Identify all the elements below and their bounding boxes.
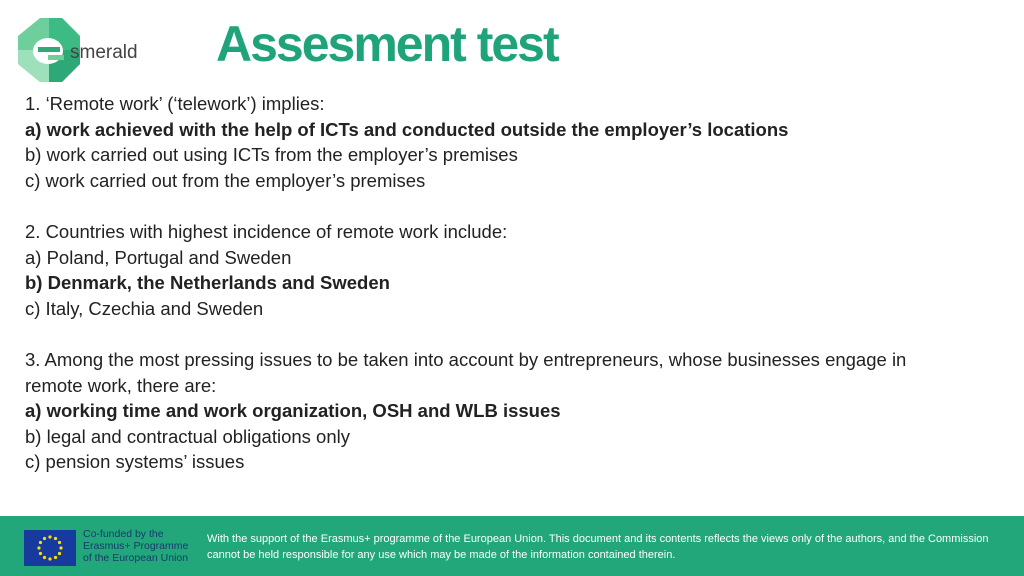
question-text: 1. ‘Remote work’ (‘telework’) implies:: [25, 93, 325, 114]
eu-cofunded-label: [83, 528, 199, 564]
eu-star-icon: [59, 546, 62, 549]
question-text: 3. Among the most pressing issues to be taken into account by entrepreneurs, whose businesses engage in: [25, 348, 907, 370]
eu-label-line: Co-funded by the: [83, 528, 164, 540]
logo-text: smerald: [70, 42, 138, 63]
answer-option: remote work, there are:: [25, 374, 217, 396]
question-2: [25, 219, 1005, 321]
eu-star-icon: [48, 535, 51, 538]
correct-answer: a) work achieved with the help of ICTs and conducted outside the employer’s locations: [25, 118, 789, 140]
eu-star-icon: [58, 552, 61, 555]
eu-star-icon: [58, 541, 61, 544]
eu-flag-icon: [24, 530, 76, 566]
eu-star-icon: [54, 556, 57, 559]
e-hexagon-logo-icon: [18, 18, 158, 82]
question-3: [25, 347, 1005, 475]
eu-star-icon: [54, 537, 57, 540]
page-title: Assesment test: [216, 16, 558, 72]
eu-star-icon: [37, 546, 40, 549]
correct-answer: a) working time and work organization, OSH and WLB issues: [25, 400, 561, 422]
question-1: [25, 91, 1005, 193]
answer-option: c) work carried out from the employer’s premises: [25, 169, 426, 191]
question-text: 2. Countries with highest incidence of remote work include:: [25, 220, 508, 242]
answer-option: c) Italy, Czechia and Sweden: [25, 297, 264, 319]
question-list: [25, 91, 1005, 501]
answer-option: b) legal and contractual obligations only: [25, 425, 350, 447]
eu-label-line: of the European Union: [83, 552, 189, 564]
answer-option: a) Poland, Portugal and Sweden: [25, 246, 292, 268]
correct-answer: b) Denmark, the Netherlands and Sweden: [25, 272, 390, 294]
answer-option: c) pension systems’ issues: [25, 451, 245, 473]
answer-option: b) work carried out using ICTs from the employer’s premises: [25, 144, 518, 166]
eu-label-line: Erasmus+ Programme: [83, 540, 189, 552]
esmerald-logo: [18, 18, 158, 82]
footer-bar: [0, 516, 1024, 576]
eu-star-icon: [43, 556, 46, 559]
eu-star-icon: [43, 537, 46, 540]
eu-star-icon: [39, 552, 42, 555]
eu-star-icon: [48, 557, 51, 560]
eu-star-icon: [39, 541, 42, 544]
disclaimer-text: With the support of the Erasmus+ programme of the European Union. This document and its contents reflects the views only of the authors, and the Commission cannot be held responsible for any use which may be made of the information contained therein.: [207, 533, 989, 561]
